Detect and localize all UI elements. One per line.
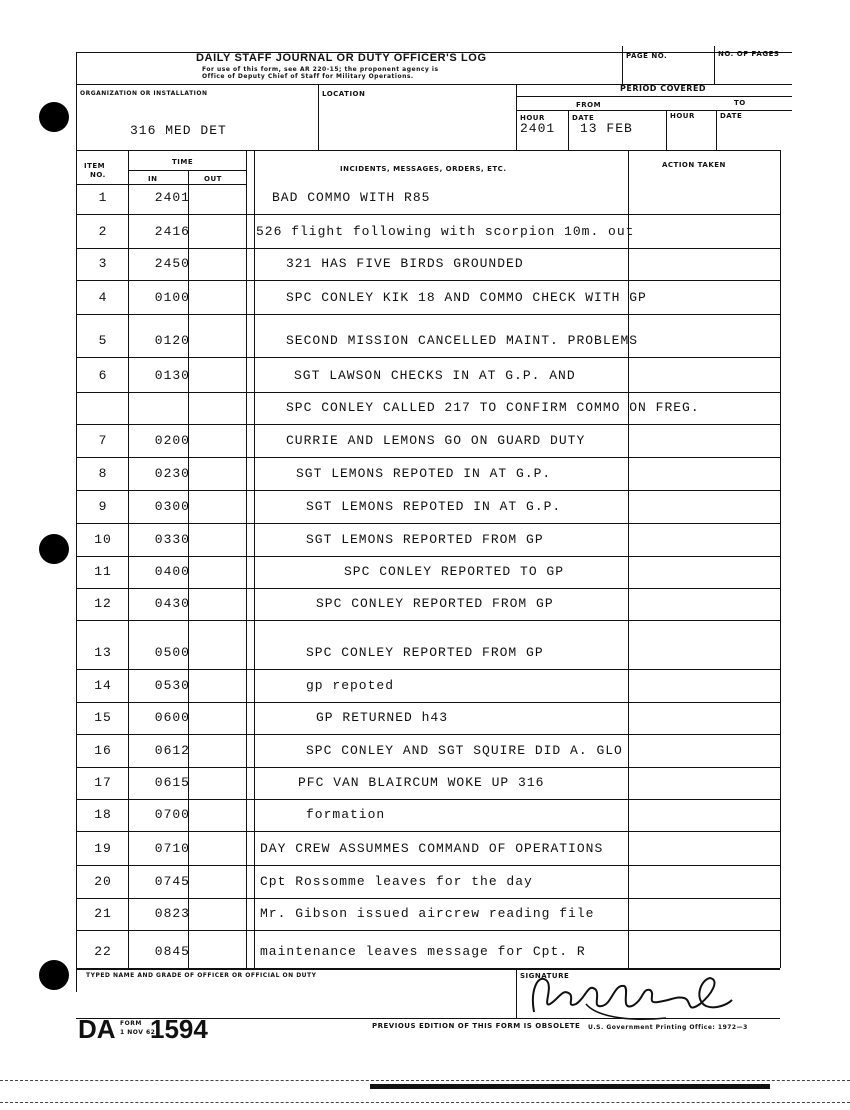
- row-item-number: 20: [94, 874, 112, 889]
- row-item-number: 8: [98, 466, 108, 481]
- punch-hole: [39, 534, 69, 564]
- row-divider: [76, 799, 780, 800]
- row-item-number: 10: [94, 532, 112, 547]
- row-time-in: 2401: [154, 190, 190, 205]
- row-time-in: 0230: [154, 466, 190, 481]
- row-incident-text: SPC CONLEY KIK 18 AND COMMO CHECK WITH GP: [286, 290, 647, 305]
- hour-label: HOUR: [520, 114, 545, 122]
- date-label: DATE: [572, 114, 595, 122]
- from-hour: 2401: [520, 121, 556, 136]
- row-incident-text: BAD COMMO WITH R85: [272, 190, 431, 205]
- signature-label: SIGNATURE: [520, 972, 570, 980]
- no-of-pages-label: NO. OF PAGES: [718, 50, 780, 58]
- no-label: NO.: [90, 171, 106, 179]
- form-title: DAILY STAFF JOURNAL OR DUTY OFFICER'S LOG: [196, 52, 487, 64]
- form-word: FORM: [120, 1020, 142, 1027]
- row-incident-text: SGT LAWSON CHECKS IN AT G.P. AND: [294, 368, 576, 383]
- row-time-in: 0615: [154, 775, 190, 790]
- out-label: OUT: [204, 175, 222, 183]
- row-time-in: 0120: [154, 333, 190, 348]
- row-incident-text: formation: [306, 807, 386, 822]
- row-item-number: 13: [94, 645, 112, 660]
- row-item-number: 4: [98, 290, 108, 305]
- row-incident-text: Mr. Gibson issued aircrew reading file: [260, 906, 595, 921]
- row-incident-text: SGT LEMONS REPORTED FROM GP: [306, 532, 544, 547]
- row-divider: [76, 767, 780, 768]
- row-time-in: 0200: [154, 433, 190, 448]
- row-time-in: 0130: [154, 368, 190, 383]
- row-incident-text: SPC CONLEY REPORTED FROM GP: [306, 645, 544, 660]
- row-incident-text: GP RETURNED h43: [316, 710, 449, 725]
- from-date: 13 FEB: [580, 121, 633, 136]
- row-time-in: 0823: [154, 906, 190, 921]
- row-time-in: 0430: [154, 596, 190, 611]
- row-incident-text: 526 flight following with scorpion 10m. out: [256, 224, 635, 239]
- previous-edition-note: PREVIOUS EDITION OF THIS FORM IS OBSOLETE: [372, 1022, 581, 1030]
- row-item-number: 3: [98, 256, 108, 271]
- row-time-in: 0500: [154, 645, 190, 660]
- form-subtitle: Office of Deputy Chief of Staff for Military Operations.: [202, 73, 414, 80]
- row-divider: [76, 831, 780, 832]
- row-incident-text: SPC CONLEY REPORTED FROM GP: [316, 596, 554, 611]
- form-number-prefix: DA: [78, 1014, 116, 1044]
- typed-name-label: TYPED NAME AND GRADE OF OFFICER OR OFFICIAL ON DUTY: [86, 972, 317, 979]
- row-incident-text: Cpt Rossomme leaves for the day: [260, 874, 533, 889]
- row-divider: [76, 314, 780, 315]
- row-item-number: 11: [94, 564, 112, 579]
- form-subtitle: For use of this form, see AR 220-15; the proponent agency is: [202, 66, 439, 73]
- row-time-in: 0710: [154, 841, 190, 856]
- row-divider: [76, 490, 780, 491]
- org-label: ORGANIZATION OR INSTALLATION: [80, 90, 208, 97]
- row-item-number: 6: [98, 368, 108, 383]
- row-time-in: 0330: [154, 532, 190, 547]
- row-divider: [76, 898, 780, 899]
- row-time-in: 0100: [154, 290, 190, 305]
- row-item-number: 1: [98, 190, 108, 205]
- row-item-number: 7: [98, 433, 108, 448]
- punch-hole: [39, 960, 69, 990]
- row-divider: [76, 424, 780, 425]
- row-time-in: 0530: [154, 678, 190, 693]
- row-incident-text: SPC CONLEY REPORTED TO GP: [344, 564, 565, 579]
- from-label: FROM: [576, 101, 602, 109]
- row-incident-text: CURRIE AND LEMONS GO ON GUARD DUTY: [286, 433, 586, 448]
- row-divider: [76, 248, 780, 249]
- date-label: DATE: [720, 112, 743, 120]
- row-item-number: 22: [94, 944, 112, 959]
- time-label: TIME: [172, 158, 194, 166]
- row-incident-text: maintenance leaves message for Cpt. R: [260, 944, 586, 959]
- row-incident-text: DAY CREW ASSUMMES COMMAND OF OPERATIONS: [260, 841, 604, 856]
- row-incident-text: SPC CONLEY CALLED 217 TO CONFIRM COMMO ON FREG.: [286, 400, 700, 415]
- row-time-in: 0600: [154, 710, 190, 725]
- row-time-in: 0745: [154, 874, 190, 889]
- row-incident-text: SPC CONLEY AND SGT SQUIRE DID A. GLO: [306, 743, 623, 758]
- page-no-label: PAGE NO.: [626, 52, 668, 60]
- location-label: LOCATION: [322, 90, 366, 98]
- period-covered-label: PERIOD COVERED: [620, 84, 707, 93]
- row-incident-text: gp repoted: [306, 678, 395, 693]
- form-date: 1 NOV 62: [120, 1029, 156, 1036]
- row-item-number: 14: [94, 678, 112, 693]
- row-time-in: 0300: [154, 499, 190, 514]
- row-item-number: 5: [98, 333, 108, 348]
- row-incident-text: 321 HAS FIVE BIRDS GROUNDED: [286, 256, 524, 271]
- incidents-label: INCIDENTS, MESSAGES, ORDERS, ETC.: [340, 165, 507, 173]
- signature-image: [516, 960, 736, 1030]
- row-item-number: 12: [94, 596, 112, 611]
- row-divider: [76, 734, 780, 735]
- row-item-number: 18: [94, 807, 112, 822]
- row-divider: [76, 392, 780, 393]
- punch-hole: [39, 102, 69, 132]
- row-item-number: 2: [98, 224, 108, 239]
- row-item-number: 21: [94, 906, 112, 921]
- gpo-imprint: U.S. Government Printing Office: 1972—3: [588, 1024, 748, 1031]
- row-divider: [76, 357, 780, 358]
- row-item-number: 15: [94, 710, 112, 725]
- row-divider: [76, 523, 780, 524]
- row-divider: [76, 930, 780, 931]
- row-divider: [76, 588, 780, 589]
- row-divider: [76, 669, 780, 670]
- hour-label: HOUR: [670, 112, 695, 120]
- row-time-in: 0612: [154, 743, 190, 758]
- row-item-number: 9: [98, 499, 108, 514]
- row-time-in: 0700: [154, 807, 190, 822]
- row-item-number: 16: [94, 743, 112, 758]
- row-item-number: 17: [94, 775, 112, 790]
- row-divider: [76, 556, 780, 557]
- row-time-in: 2416: [154, 224, 190, 239]
- to-label: TO: [734, 99, 746, 107]
- org-value: 316 MED DET: [130, 123, 227, 138]
- row-incident-text: SECOND MISSION CANCELLED MAINT. PROBLEMS: [286, 333, 639, 348]
- row-divider: [76, 620, 780, 621]
- in-label: IN: [148, 175, 158, 183]
- row-time-in: 0400: [154, 564, 190, 579]
- item-label: ITEM: [84, 162, 106, 170]
- row-divider: [76, 457, 780, 458]
- row-divider: [76, 702, 780, 703]
- row-divider: [76, 865, 780, 866]
- action-taken-label: ACTION TAKEN: [662, 161, 726, 169]
- row-divider: [76, 214, 780, 215]
- row-divider: [76, 280, 780, 281]
- row-time-in: 0845: [154, 944, 190, 959]
- row-time-in: 2450: [154, 256, 190, 271]
- row-incident-text: PFC VAN BLAIRCUM WOKE UP 316: [298, 775, 545, 790]
- row-incident-text: SGT LEMONS REPOTED IN AT G.P.: [296, 466, 552, 481]
- form-number: 1594: [150, 1014, 208, 1044]
- row-item-number: 19: [94, 841, 112, 856]
- row-incident-text: SGT LEMONS REPOTED IN AT G.P.: [306, 499, 562, 514]
